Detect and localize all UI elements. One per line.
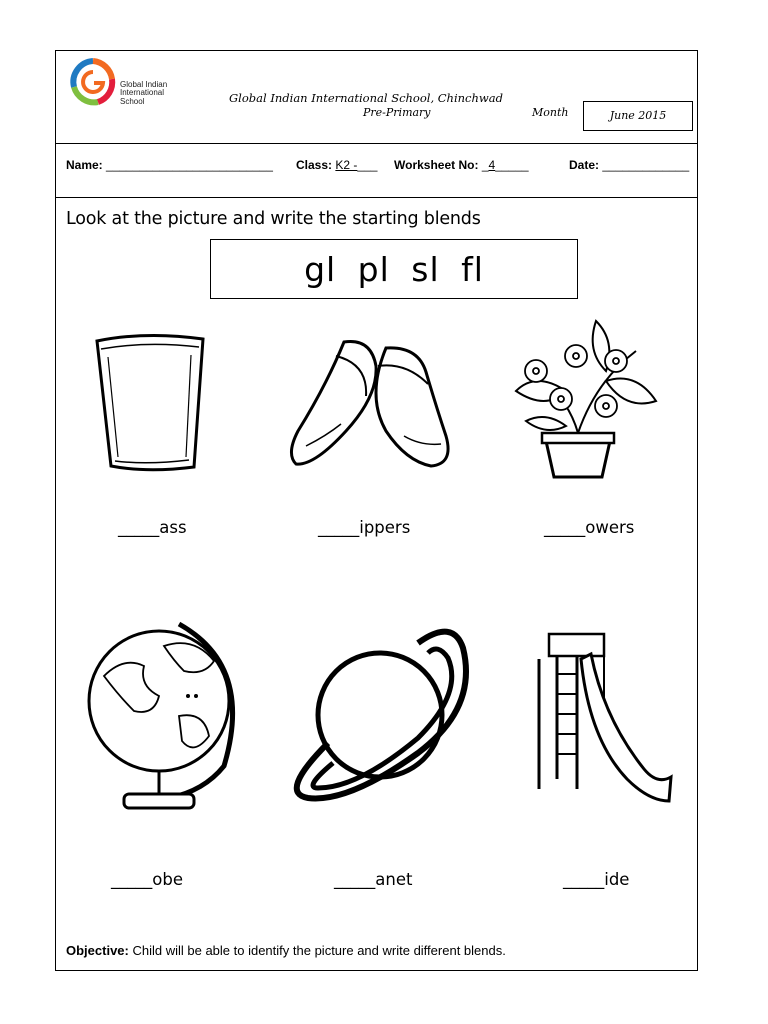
prompt-ide: _____ide: [563, 870, 630, 889]
slide-icon: [529, 629, 674, 804]
slippers-icon: [286, 336, 461, 476]
worksheet-label: Worksheet No:: [394, 158, 479, 172]
prompt-obe: _____obe: [111, 870, 183, 889]
worksheet-value: 4: [488, 158, 496, 172]
month-label: Month: [532, 106, 569, 119]
glass-icon: [91, 329, 211, 474]
date-blank[interactable]: _____________: [602, 158, 690, 172]
month-value: June 2015: [583, 101, 693, 131]
name-blank[interactable]: _________________________: [106, 158, 273, 172]
logo-icon: [68, 57, 118, 107]
class-field: Class: K2 -___: [296, 158, 378, 172]
logo-text: Global Indian International School: [120, 80, 168, 106]
prompt-ippers: _____ippers: [318, 518, 411, 537]
class-label: Class:: [296, 158, 333, 172]
flowers-icon: [506, 311, 661, 481]
worksheet-field: Worksheet No: _4_____: [394, 158, 529, 172]
prompt-owers: _____owers: [544, 518, 635, 537]
worksheet: [55, 50, 698, 971]
blends-box: [210, 239, 578, 299]
prompt-anet: _____anet: [334, 870, 413, 889]
name-field[interactable]: [66, 158, 273, 172]
school-logo: [68, 57, 178, 107]
planet-icon: [288, 623, 473, 808]
objective-body: Child will be able to identify the picture and write different blends.: [128, 943, 506, 958]
objective-label: Objective:: [66, 943, 129, 958]
instruction-text: Look at the picture and write the starting blends: [66, 209, 481, 229]
divider: [56, 143, 697, 144]
class-value: K2 -: [335, 158, 358, 172]
divider: [56, 197, 697, 198]
objective-text: [66, 943, 506, 958]
globe-icon: [84, 616, 249, 816]
section-name: Pre-Primary: [363, 106, 431, 119]
blends-text: gl pl sl fl: [304, 250, 484, 289]
name-label: Name:: [66, 158, 103, 172]
date-field[interactable]: [569, 158, 689, 172]
school-name: Global Indian International School, Chinchwad: [229, 91, 503, 105]
date-label: Date:: [569, 158, 600, 172]
prompt-ass: _____ass: [118, 518, 187, 537]
